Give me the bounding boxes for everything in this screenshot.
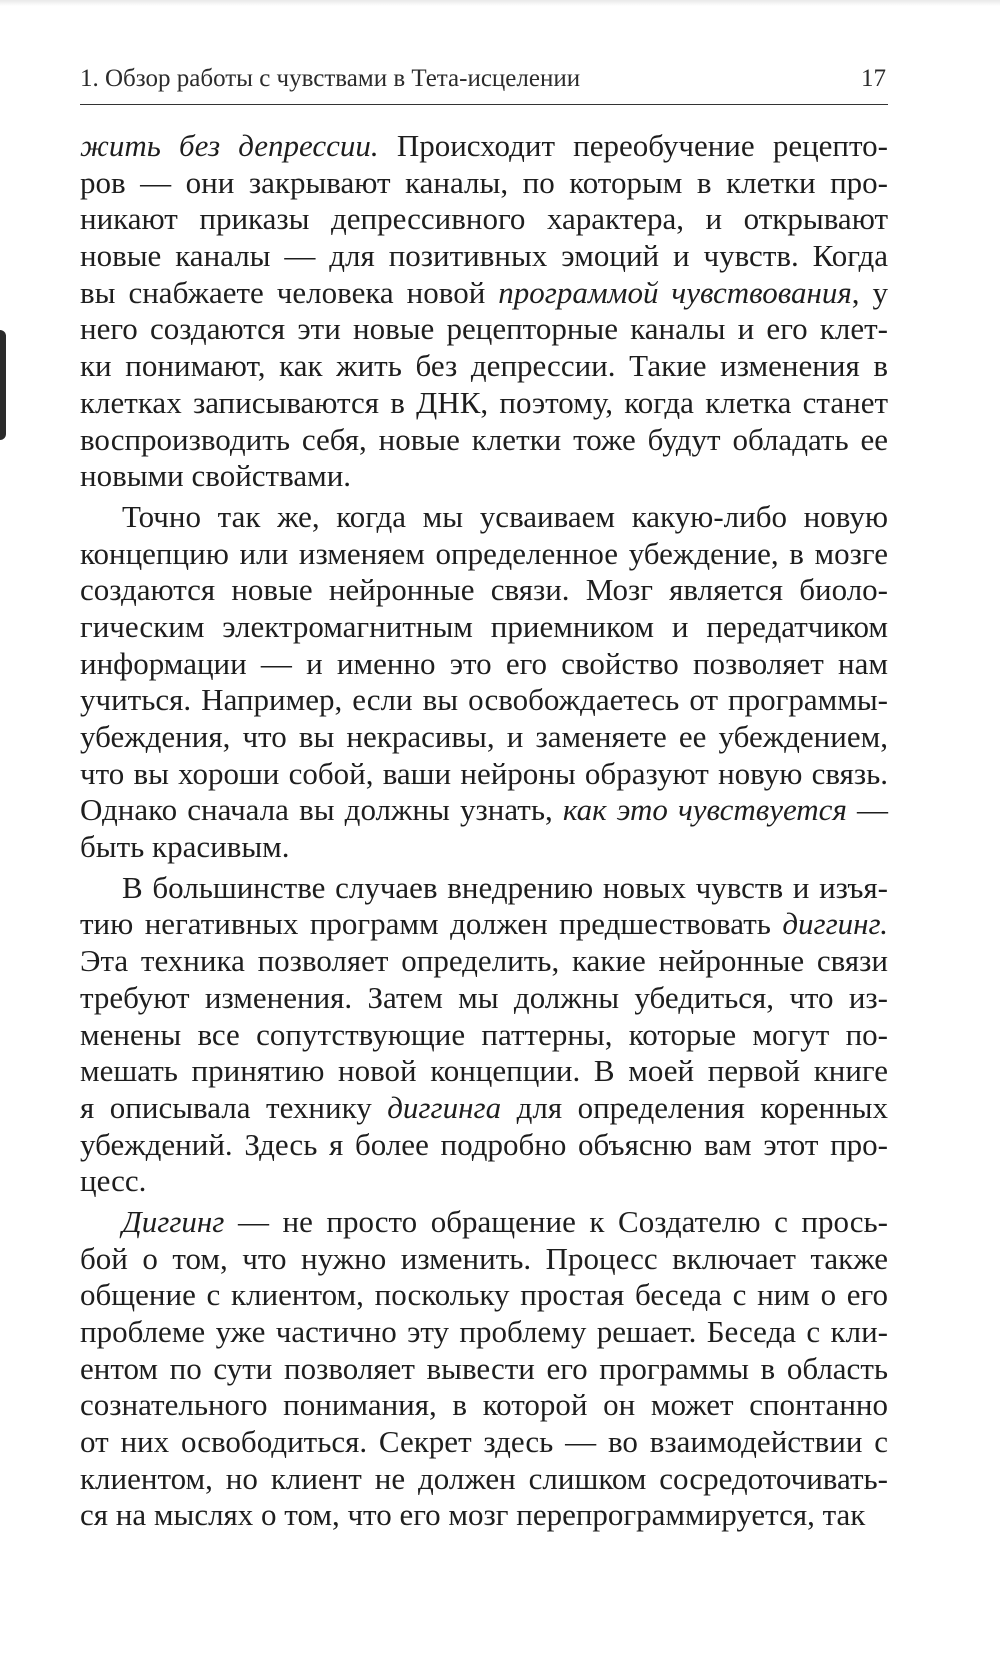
text-line [80,385,888,422]
body-text [80,128,888,1534]
text-run: учиться. Например, если вы освобождаетесь от программы- [80,682,888,718]
binding-shadow [0,330,6,440]
text-run: никают приказы депрессивного характера, и открывают [80,201,888,237]
text-run: для определения коренных [501,1089,888,1125]
text-line [80,980,888,1017]
text-line [80,609,888,646]
text-run: Точно так же, когда мы усваиваем какую-либо новую [122,498,888,534]
text-run: что вы хороши собой, ваши нейроны образуют новую связь. [80,755,888,791]
text-line [80,499,888,536]
paragraph [80,499,888,866]
text-run: ки понимают, как жить без депрессии. Такие изменения в [80,348,888,384]
text-run: сознательного понимания, в которой он может спонтанно [80,1387,888,1423]
text-run: убеждений. Здесь я более подробно объясню вам этот про- [80,1126,888,1162]
text-run: я описывала технику [80,1089,388,1125]
text-run: проблеме уже частично эту проблему решает. Беседа с кли- [80,1314,888,1349]
text-run: ентом по сути позволяет вывести его программы в область [80,1350,888,1386]
text-line [80,348,888,385]
italic-text: диггинг. [782,906,888,942]
text-run: — [846,792,888,828]
page-number: 17 [861,65,886,92]
italic-text: программой чувствования [498,274,852,310]
text-line [80,572,888,609]
text-line [80,201,888,238]
paragraph [80,1204,888,1534]
text-line [80,829,888,866]
text-line [80,275,888,312]
text-line [80,165,888,202]
text-run: , у [851,274,889,310]
text-run: быть красивым. [80,829,290,865]
text-run: воспроизводить себя, новые клетки тоже будут обладать ее [80,421,888,457]
text-line [80,1053,888,1090]
text-line [80,1204,888,1241]
text-line [80,536,888,573]
text-run: Эта техника позволяет определить, какие нейронные связи [80,943,888,979]
text-run: него создаются эти новые рецепторные каналы и его клет- [80,311,888,347]
text-run: клетках записываются в ДНК, поэтому, когда клетка станет [80,384,888,420]
text-line [80,792,888,829]
chapter-title: 1. Обзор работы с чувствами в Тета-исцелении [80,65,581,92]
running-header [80,64,888,105]
text-run: бой о том, что нужно изменить. Процесс включает также [80,1240,888,1276]
text-run: от них освободиться. Секрет здесь — во взаимодействии с [80,1424,888,1460]
text-line [80,1497,888,1534]
text-run: ров — они закрывают каналы, по которым в клетки про- [80,164,888,200]
text-run: общение с клиентом, поскольку простая беседа с ним о его [80,1277,888,1313]
text-line [80,238,888,275]
text-line [80,646,888,683]
italic-text: жить без депрессии. [80,128,379,163]
text-line [80,458,888,495]
text-line [80,1314,888,1351]
text-line [80,870,888,907]
text-line [80,128,888,165]
text-line [80,1424,888,1461]
page-top-edge [0,0,1000,6]
text-line [80,1351,888,1388]
italic-text: как это чувствуется [562,792,847,828]
text-line [80,1277,888,1314]
text-line [80,719,888,756]
text-run: новыми свойствами. [80,458,352,494]
text-run: гическим электромагнитным приемником и передатчиком [80,608,888,644]
text-run: информации — и именно это его свойство позволяет нам [80,645,888,681]
text-line [80,682,888,719]
text-line [80,1163,888,1200]
text-line [80,1017,888,1054]
paragraph [80,128,888,495]
text-run: вы снабжаете человека новой [80,274,499,310]
text-run: менены все сопутствующие паттерны, которые могут по- [80,1016,888,1052]
text-run: создаются новые нейронные связи. Мозг является биоло- [80,572,888,608]
text-line [80,1127,888,1164]
text-run: новые каналы — для позитивных эмоций и чувств. Когда [80,238,888,274]
text-line [80,1387,888,1424]
text-run: тию негативных программ должен предшествовать [80,906,783,942]
text-line [80,1241,888,1278]
text-run: ся на мыслях о том, что его мозг перепрограммируется, так [80,1497,866,1533]
text-line [80,756,888,793]
text-run: Происходит переобучение рецепто- [378,128,888,163]
text-run: концепцию или изменяем определенное убеждение, в мозге [80,535,888,571]
italic-text: Диггинг [122,1203,225,1239]
text-line [80,1461,888,1498]
text-line [80,943,888,980]
text-line [80,1090,888,1127]
text-line [80,311,888,348]
text-run: цесс. [80,1163,147,1199]
text-run: — не просто обращение к Создателю с прось- [224,1203,888,1239]
text-run: В большинстве случаев внедрению новых чувств и изъя- [122,869,888,905]
text-line [80,906,888,943]
text-run: клиентом, но клиент не должен слишком сосредоточивать- [80,1460,888,1496]
text-run: убеждения, что вы некрасивы, и заменяете ее убеждением, [80,719,888,754]
text-run: Однако сначала вы должны узнать, [80,792,563,828]
italic-text: диггинга [387,1089,502,1125]
text-run: требуют изменения. Затем мы должны убедиться, что из- [80,979,888,1015]
text-run: мешать принятию новой концепции. В моей первой книге [80,1053,888,1089]
text-line [80,422,888,459]
paragraph [80,870,888,1200]
